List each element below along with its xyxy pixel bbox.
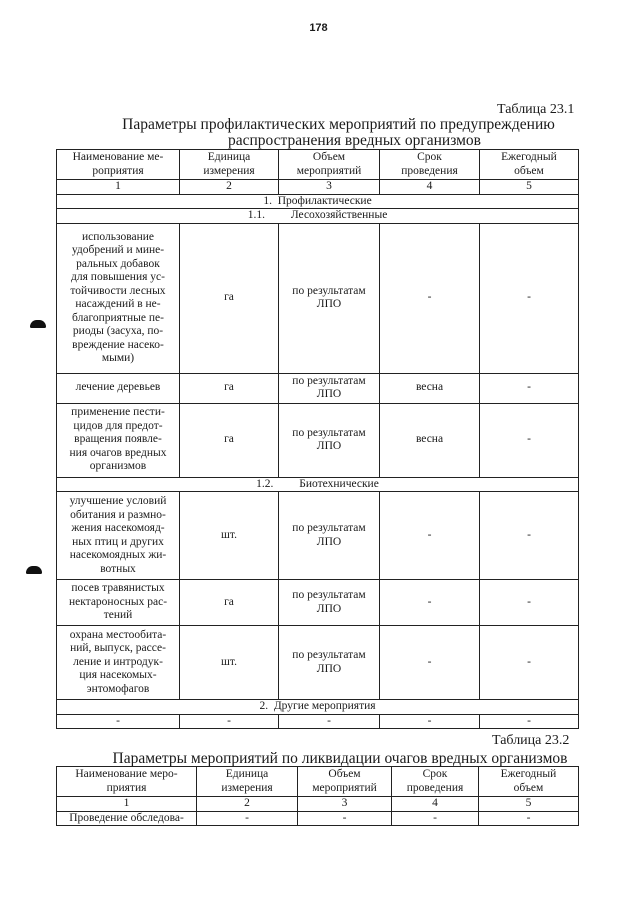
col-number: 2 <box>180 180 279 195</box>
col-number: 2 <box>197 797 298 812</box>
activity-name: охрана местообита- ний, выпуск, рассе- ление и интродук- ция насекомых- энтомофагов <box>57 626 180 700</box>
dash-cell: - <box>180 714 279 729</box>
volume-cell: по результатам ЛПО <box>279 492 380 580</box>
table1-title-line2: распространения вредных организмов <box>227 132 481 149</box>
col-number: 3 <box>298 797 392 812</box>
table1-title-line1: Параметры профилактических мероприятий по предупреждению <box>122 116 555 133</box>
section-2-row <box>57 700 579 715</box>
col-number: 3 <box>279 180 380 195</box>
header-unit: Единица измерения <box>180 150 279 180</box>
col-number: 4 <box>392 797 479 812</box>
table-row <box>57 492 579 580</box>
table2-title: Параметры мероприятий по ликвидации очагов вредных организмов <box>112 750 568 767</box>
dash-cell: - <box>380 714 480 729</box>
header-term: Срок проведения <box>392 767 479 797</box>
activity-name: применение пести- цидов для предот- вращения появле- ния очагов вредных организмов <box>57 403 180 477</box>
table1-header-row <box>57 150 579 180</box>
annual-cell: - <box>480 403 579 477</box>
term-cell: - <box>380 626 480 700</box>
col-number: 1 <box>57 180 180 195</box>
col-number: 4 <box>380 180 480 195</box>
dash-cell: - <box>392 811 479 826</box>
term-cell: - <box>380 492 480 580</box>
dash-cell: - <box>479 811 579 826</box>
activity-name: улучшение условий обитания и размно- жения насекомояд- ных птиц и других насекомоядных жи- вотных <box>57 492 180 580</box>
table1-caption: Таблица 23.1 <box>497 102 575 117</box>
table2-header-row <box>57 767 579 797</box>
section-1-row <box>57 194 579 209</box>
unit-cell: га <box>180 403 279 477</box>
header-term: Срок проведения <box>380 150 480 180</box>
unit-cell: га <box>180 580 279 626</box>
term-cell: весна <box>380 373 480 403</box>
activity-name: лечение деревьев <box>57 373 180 403</box>
table-row <box>57 403 579 477</box>
page-number: 178 <box>309 22 328 34</box>
dash-cell: - <box>279 714 380 729</box>
dash-cell: - <box>298 811 392 826</box>
col-number: 1 <box>57 797 197 812</box>
volume-cell: по результатам ЛПО <box>279 626 380 700</box>
unit-cell: шт. <box>180 626 279 700</box>
col-number: 5 <box>479 797 579 812</box>
header-name: Наименование меро- приятия <box>57 767 197 797</box>
table-row <box>57 373 579 403</box>
volume-cell: по результатам ЛПО <box>279 373 380 403</box>
header-volume: Объем мероприятий <box>298 767 392 797</box>
dash-cell: - <box>480 714 579 729</box>
volume-cell: по результатам ЛПО <box>279 223 380 373</box>
header-volume: Объем мероприятий <box>279 150 380 180</box>
subsection-heading: 1.2. Биотехнические <box>57 477 579 492</box>
unit-cell: шт. <box>180 492 279 580</box>
scan-artifact <box>30 320 46 328</box>
col-number: 5 <box>480 180 579 195</box>
header-unit: Единица измерения <box>197 767 298 797</box>
term-cell: - <box>380 223 480 373</box>
table-row <box>57 811 579 826</box>
volume-cell: по результатам ЛПО <box>279 403 380 477</box>
table-row <box>57 714 579 729</box>
header-name: Наименование ме- роприятия <box>57 150 180 180</box>
annual-cell: - <box>480 626 579 700</box>
activity-name: посев травянистых нектароносных рас- тений <box>57 580 180 626</box>
unit-cell: га <box>180 373 279 403</box>
term-cell: - <box>380 580 480 626</box>
table-row <box>57 223 579 373</box>
table-row <box>57 580 579 626</box>
section-heading: 2. Другие мероприятия <box>57 700 579 715</box>
volume-cell: по результатам ЛПО <box>279 580 380 626</box>
table-row <box>57 626 579 700</box>
subsection-1-2-row <box>57 477 579 492</box>
table1-column-numbers <box>57 180 579 195</box>
header-annual: Ежегодный объем <box>479 767 579 797</box>
annual-cell: - <box>480 223 579 373</box>
table2 <box>56 766 579 826</box>
header-annual: Ежегодный объем <box>480 150 579 180</box>
term-cell: весна <box>380 403 480 477</box>
subsection-1-1-row <box>57 209 579 224</box>
table2-caption: Таблица 23.2 <box>492 733 570 748</box>
activity-name: использование удобрений и мине- ральных добавок для повышения ус- тойчивости лесных насаждений в не- благоприятные пе- риоды (засуха, по- вреждение насеко- мыми) <box>57 223 180 373</box>
annual-cell: - <box>480 580 579 626</box>
activity-name: Проведение обследова- <box>57 811 197 826</box>
dash-cell: - <box>57 714 180 729</box>
annual-cell: - <box>480 373 579 403</box>
unit-cell: га <box>180 223 279 373</box>
annual-cell: - <box>480 492 579 580</box>
table2-column-numbers <box>57 797 579 812</box>
scan-artifact <box>26 566 42 574</box>
dash-cell: - <box>197 811 298 826</box>
table1 <box>56 149 579 729</box>
subsection-heading: 1.1. Лесохозяйственные <box>57 209 579 224</box>
section-heading: 1. Профилактические <box>57 194 579 209</box>
